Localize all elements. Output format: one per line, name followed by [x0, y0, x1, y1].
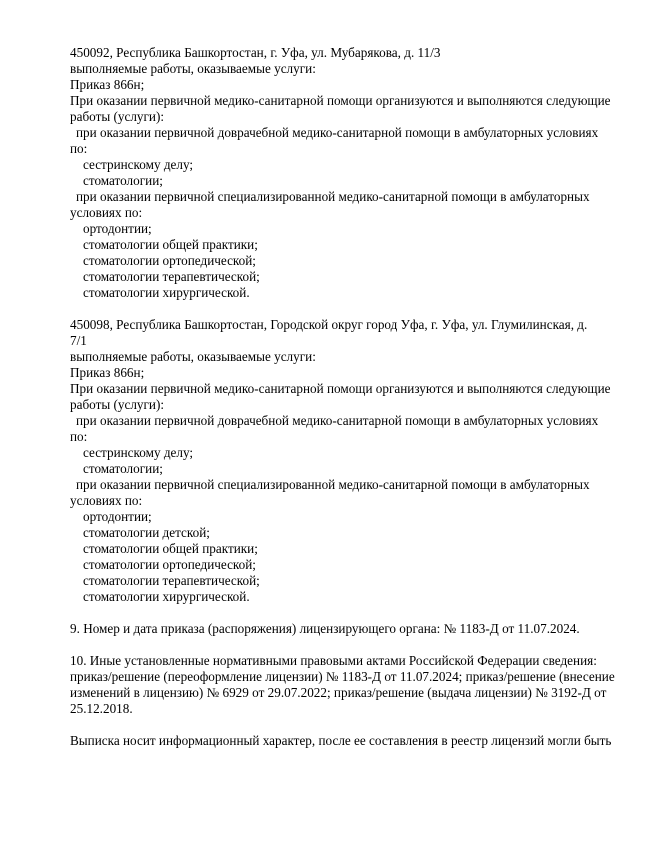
text-line: 25.12.2018. [70, 701, 133, 716]
paragraph-spacer [70, 717, 630, 733]
address-section-glumilinskaya [70, 317, 630, 605]
text-line: при оказании первичной специализированной медико-санитарной помощи в амбулаторных [76, 477, 590, 492]
text-line: стоматологии; [83, 461, 163, 476]
text-line: стоматологии хирургической. [83, 589, 250, 604]
other-info-section [70, 653, 630, 717]
text-line: работы (услуги): [70, 397, 165, 412]
paragraph-spacer [70, 605, 630, 621]
text-line: выполняемые работы, оказываемые услуги: [70, 349, 316, 364]
text-line: стоматологии хирургической. [83, 285, 250, 300]
text-line: ортодонтии; [83, 509, 152, 524]
text-line: при оказании первичной специализированной медико-санитарной помощи в амбулаторных [76, 189, 590, 204]
text-line: при оказании первичной доврачебной медико-санитарной помощи в амбулаторных условиях [76, 125, 599, 140]
text-line: сестринскому делу; [83, 157, 194, 172]
text-line: 7/1 [70, 333, 87, 348]
text-line: при оказании первичной доврачебной медико-санитарной помощи в амбулаторных условиях [76, 413, 599, 428]
text-line: стоматологии терапевтической; [83, 269, 260, 284]
address-section-mubaryakova [70, 45, 630, 301]
text-line: изменений в лицензию) № 6929 от 29.07.2022; приказ/решение (выдача лицензии) № 3192-Д от [70, 685, 607, 700]
paragraph-spacer [70, 301, 630, 317]
text-line: 450092, Республика Башкортостан, г. Уфа, ул. Мубарякова, д. 11/3 [70, 45, 441, 60]
text-line: выполняемые работы, оказываемые услуги: [70, 61, 316, 76]
text-line: условиях по: [70, 493, 143, 508]
text-line: ортодонтии; [83, 221, 152, 236]
text-line: приказ/решение (переоформление лицензии) № 1183-Д от 11.07.2024; приказ/решение (внесение [70, 669, 615, 684]
text-line: 450098, Республика Башкортостан, Городской округ город Уфа, г. Уфа, ул. Глумилинская, д. [70, 317, 588, 332]
text-line: При оказании первичной медико-санитарной помощи организуются и выполняются следующие [70, 93, 611, 108]
disclaimer-section [70, 733, 630, 749]
paragraph-spacer [70, 637, 630, 653]
text-line: Приказ 866н; [70, 365, 145, 380]
text-line: стоматологии общей практики; [83, 541, 258, 556]
text-line: условиях по: [70, 205, 143, 220]
text-line: стоматологии ортопедической; [83, 557, 256, 572]
text-line: сестринскому делу; [83, 445, 194, 460]
text-line: Приказ 866н; [70, 77, 145, 92]
text-line: Выписка носит информационный характер, после ее составления в реестр лицензий могли быть [70, 733, 612, 748]
document-page [70, 45, 630, 749]
text-line: стоматологии ортопедической; [83, 253, 256, 268]
text-line: по: [70, 141, 88, 156]
text-line: работы (услуги): [70, 109, 165, 124]
text-line: стоматологии терапевтической; [83, 573, 260, 588]
text-line: стоматологии детской; [83, 525, 210, 540]
text-line: по: [70, 429, 88, 444]
text-line: 10. Иные установленные нормативными правовыми актами Российской Федерации сведения: [70, 653, 597, 668]
text-line: 9. Номер и дата приказа (распоряжения) лицензирующего органа: № 1183-Д от 11.07.2024. [70, 621, 580, 636]
text-line: стоматологии; [83, 173, 163, 188]
text-line: При оказании первичной медико-санитарной помощи организуются и выполняются следующие [70, 381, 611, 396]
text-line: стоматологии общей практики; [83, 237, 258, 252]
order-number-section [70, 621, 630, 637]
